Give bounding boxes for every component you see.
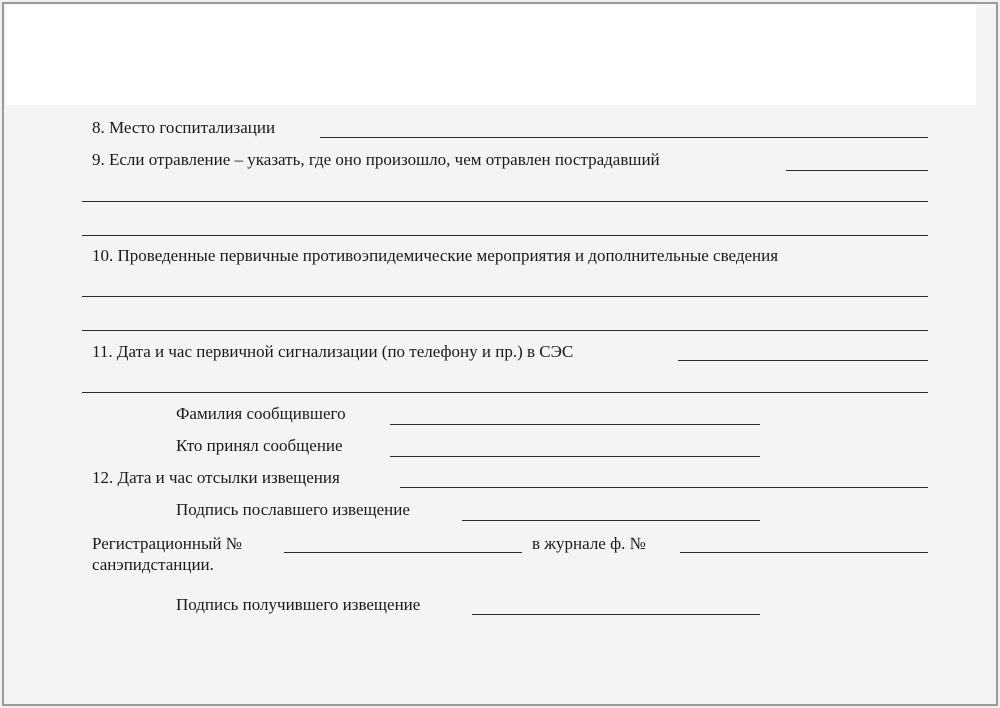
reporter-surname-field[interactable]: [390, 424, 760, 425]
item11-field[interactable]: [678, 360, 928, 361]
receiver-signature-field[interactable]: [472, 614, 760, 615]
sender-signature-label: Подпись пославшего извещение: [176, 500, 410, 519]
sender-signature-field[interactable]: [462, 520, 760, 521]
item10-field-line1[interactable]: [82, 296, 928, 297]
station-label: санэпидстанции.: [92, 555, 214, 574]
item9-field-line2[interactable]: [82, 201, 928, 202]
registration-label: Регистрационный №: [92, 534, 242, 553]
received-by-label: Кто принял сообщение: [176, 436, 343, 455]
item9-field[interactable]: [786, 170, 928, 171]
journal-number-field[interactable]: [680, 552, 928, 553]
item10-label: 10. Проведенные первичные противоэпидемические мероприятия и дополнительные сведения: [92, 246, 779, 265]
received-by-field[interactable]: [390, 456, 760, 457]
reporter-surname-label: Фамилия сообщившего: [176, 404, 346, 423]
item12-field[interactable]: [400, 487, 928, 488]
paper-highlight: [6, 5, 976, 105]
item9-label: 9. Если отравление – указать, где оно произошло, чем отравлен пострадавший: [92, 150, 660, 169]
item11-label: 11. Дата и час первичной сигнализации (по телефону и пр.) в СЭС: [92, 342, 574, 361]
item10-field-line2[interactable]: [82, 330, 928, 331]
item12-label: 12. Дата и час отсылки извещения: [92, 468, 340, 487]
journal-label: в журнале ф. №: [532, 534, 646, 553]
item8-label: 8. Место госпитализации: [92, 118, 276, 137]
item9-field-line3[interactable]: [82, 235, 928, 236]
registration-number-field[interactable]: [284, 552, 522, 553]
item8-field[interactable]: [320, 137, 928, 138]
receiver-signature-label: Подпись получившего извещение: [176, 595, 421, 614]
item11-field-line2[interactable]: [82, 392, 928, 393]
